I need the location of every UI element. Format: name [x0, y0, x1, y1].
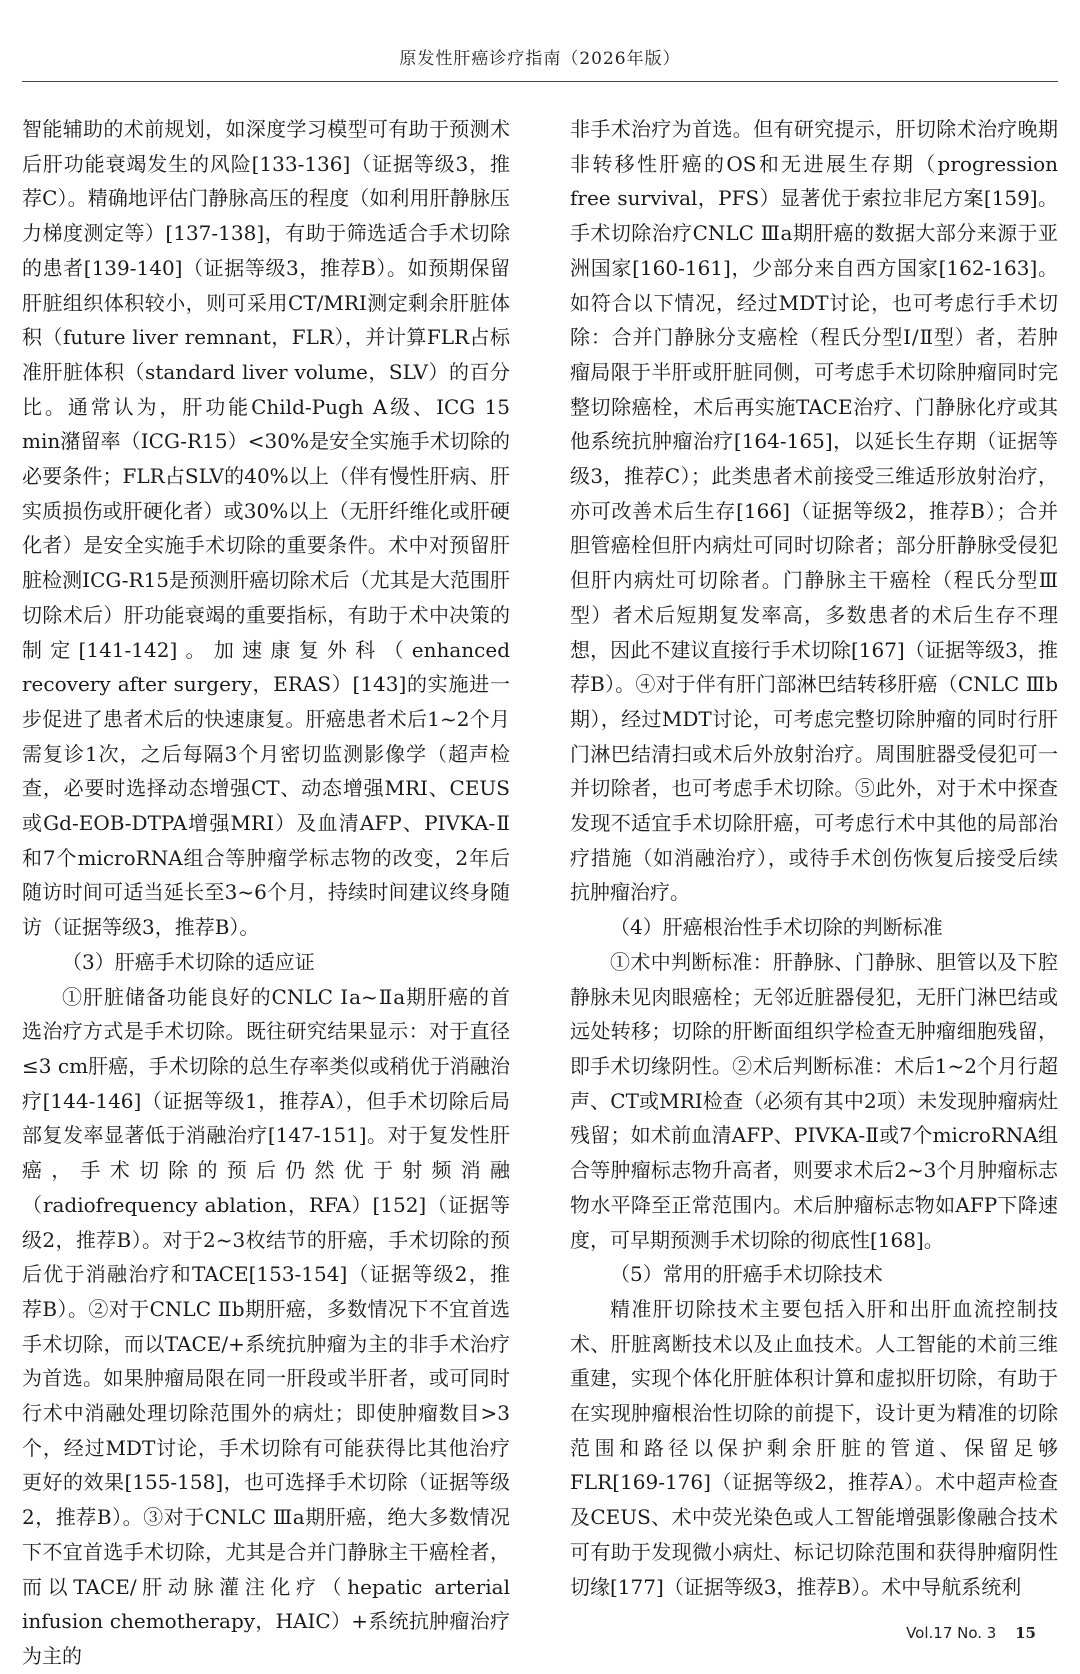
header-rule	[22, 81, 1058, 82]
left-column	[22, 112, 510, 1674]
volume-issue: Vol.17 No. 3	[906, 1624, 997, 1642]
paragraph-indications: ①肝脏储备功能良好的CNLC Ⅰa~Ⅱa期肝癌的首选治疗方式是手术切除。既往研究结果显示：对于直径≤3 cm肝癌，手术切除的总生存率类似或稍优于消融治疗[144-146]（证据等级1，推荐A），但手术切除后局部复发率显著低于消融治疗[147-151]。对于复发性肝癌，手术切除的预后仍然优于射频消融（radiofrequency ablation，RFA）[152]（证据等级2，推荐B）。对于2~3枚结节的肝癌，手术切除的预后优于消融治疗和TACE[153-154]（证据等级2，推荐B）。②对于CNLC Ⅱb期肝癌，多数情况下不宜首选手术切除，而以TACE/+系统抗肿瘤为主的非手术治疗为首选。如果肿瘤局限在同一肝段或半肝者，或可同时行术中消融处理切除范围外的病灶；即使肿瘤数目>3个，经过MDT讨论，手术切除有可能获得比其他治疗更好的效果[155-158]，也可选择手术切除（证据等级2，推荐B）。③对于CNLC Ⅲa期肝癌，绝大多数情况下不宜首选手术切除，尤其是合并门静脉主干癌栓者，而以TACE/肝动脉灌注化疗（hepatic arterial infusion chemotherapy，HAIC）+系统抗肿瘤治疗为主的	[22, 984, 510, 1668]
page-number: 15	[1015, 1624, 1036, 1642]
page-footer	[906, 1624, 1036, 1642]
paragraph-resection-techniques: 精准肝切除技术主要包括入肝和出肝血流控制技术、肝脏离断技术以及止血技术。人工智能的术前三维重建，实现个体化肝脏体积计算和虚拟肝切除，有助于在实现肿瘤根治性切除的前提下，设计更为精准的切除范围和路径以保护剩余肝脏的管道、保留足够FLR[169-176]（证据等级2，推荐A）。术中超声检查及CEUS、术中荧光染色或人工智能增强影像融合技术可有助于发现微小病灶、标记切除范围和获得肿瘤阴性切缘[177]（证据等级3，推荐B）。术中导航系统利	[570, 1296, 1058, 1599]
paragraph-preop-assessment: 智能辅助的术前规划，如深度学习模型可有助于预测术后肝功能衰竭发生的风险[133-136]（证据等级3，推荐C）。精确地评估门静脉高压的程度（如利用肝静脉压力梯度测定等）[137-138]，有助于筛选适合手术切除的患者[139-140]（证据等级3，推荐B）。如预期保留肝脏组织体积较小，则可采用CT/MRI测定剩余肝脏体积（future liver remnant，FLR），并计算FLR占标准肝脏体积（standard liver volume，SLV）的百分比。通常认为，肝功能Child-Pugh A级、ICG 15 min潴留率（ICG-R15）<30%是安全实施手术切除的必要条件；FLR占SLV的40%以上（伴有慢性肝病、肝实质损伤或肝硬化者）或30%以上（无肝纤维化或肝硬化者）是安全实施手术切除的重要条件。术中对预留肝脏检测ICG-R15是预测肝癌切除术后（尤其是大范围肝切除术后）肝功能衰竭的重要指标，有助于术中决策的制定[141-142]。加速康复外科（enhanced recovery after surgery，ERAS）[143]的实施进一步促进了患者术后的快速康复。肝癌患者术后1~2个月需复诊1次，之后每隔3个月密切监测影像学（超声检查，必要时选择动态增强CT、动态增强MRI、CEUS或Gd-EOB-DTPA增强MRI）及血清AFP、PIVKA-Ⅱ和7个microRNA组合等肿瘤学标志物的改变，2年后随访时间可适当延长至3~6个月，持续时间建议终身随访（证据等级3，推荐B）。	[22, 117, 510, 940]
paragraph-indications-continued: 非手术治疗为首选。但有研究提示，肝切除术治疗晚期非转移性肝癌的OS和无进展生存期（progression free survival，PFS）显著优于索拉非尼方案[159]。手术切除治疗CNLC Ⅲa期肝癌的数据大部分来源于亚洲国家[160-161]，少部分来自西方国家[162-163]。如符合以下情况，经过MDT讨论，也可考虑行手术切除：合并门静脉分支癌栓（程氏分型Ⅰ/Ⅱ型）者，若肿瘤局限于半肝或肝脏同侧，可考虑手术切除肿瘤同时完整切除癌栓，术后再实施TACE治疗、门静脉化疗或其他系统抗肿瘤治疗[164-165]，以延长生存期（证据等级3，推荐C）；此类患者术前接受三维适形放射治疗，亦可改善术后生存[166]（证据等级2，推荐B）；合并胆管癌栓但肝内病灶可同时切除者；部分肝静脉受侵犯但肝内病灶可切除者。门静脉主干癌栓（程氏分型Ⅲ型）者术后短期复发率高，多数患者的术后生存不理想，因此不建议直接行手术切除[167]（证据等级3，推荐B）。④对于伴有肝门部淋巴结转移肝癌（CNLC Ⅲb期），经过MDT讨论，可考虑完整切除肿瘤的同时行肝门淋巴结清扫或术后外放射治疗。周围脏器受侵犯可一并切除者，也可考虑手术切除。⑤此外，对于术中探查发现不适宜手术切除肝癌，可考虑行术中其他的局部治疗措施（如消融治疗），或待手术创伤恢复后接受后续抗肿瘤治疗。	[570, 117, 1058, 905]
section-heading-radical-criteria: （4）肝癌根治性手术切除的判断标准	[610, 915, 943, 940]
section-heading-indications: （3）肝癌手术切除的适应证	[62, 949, 315, 974]
running-header	[0, 0, 1080, 82]
paragraph-radical-criteria: ①术中判断标准：肝静脉、门静脉、胆管以及下腔静脉未见肉眼癌栓；无邻近脏器侵犯，无肝门淋巴结或远处转移；切除的肝断面组织学检查无肿瘤细胞残留，即手术切缘阴性。②术后判断标准：术后1~2个月行超声、CT或MRI检查（必须有其中2项）未发现肿瘤病灶残留；如术前血清AFP、PIVKA-Ⅱ或7个microRNA组合等肿瘤标志物升高者，则要求术后2~3个月肿瘤标志物水平降至正常范围内。术后肿瘤标志物如AFP下降速度，可早期预测手术切除的彻底性[168]。	[570, 949, 1058, 1252]
section-heading-resection-techniques: （5）常用的肝癌手术切除技术	[610, 1262, 883, 1287]
right-column	[570, 112, 1058, 1604]
journal-running-title: 原发性肝癌诊疗指南（2026年版）	[399, 49, 681, 69]
